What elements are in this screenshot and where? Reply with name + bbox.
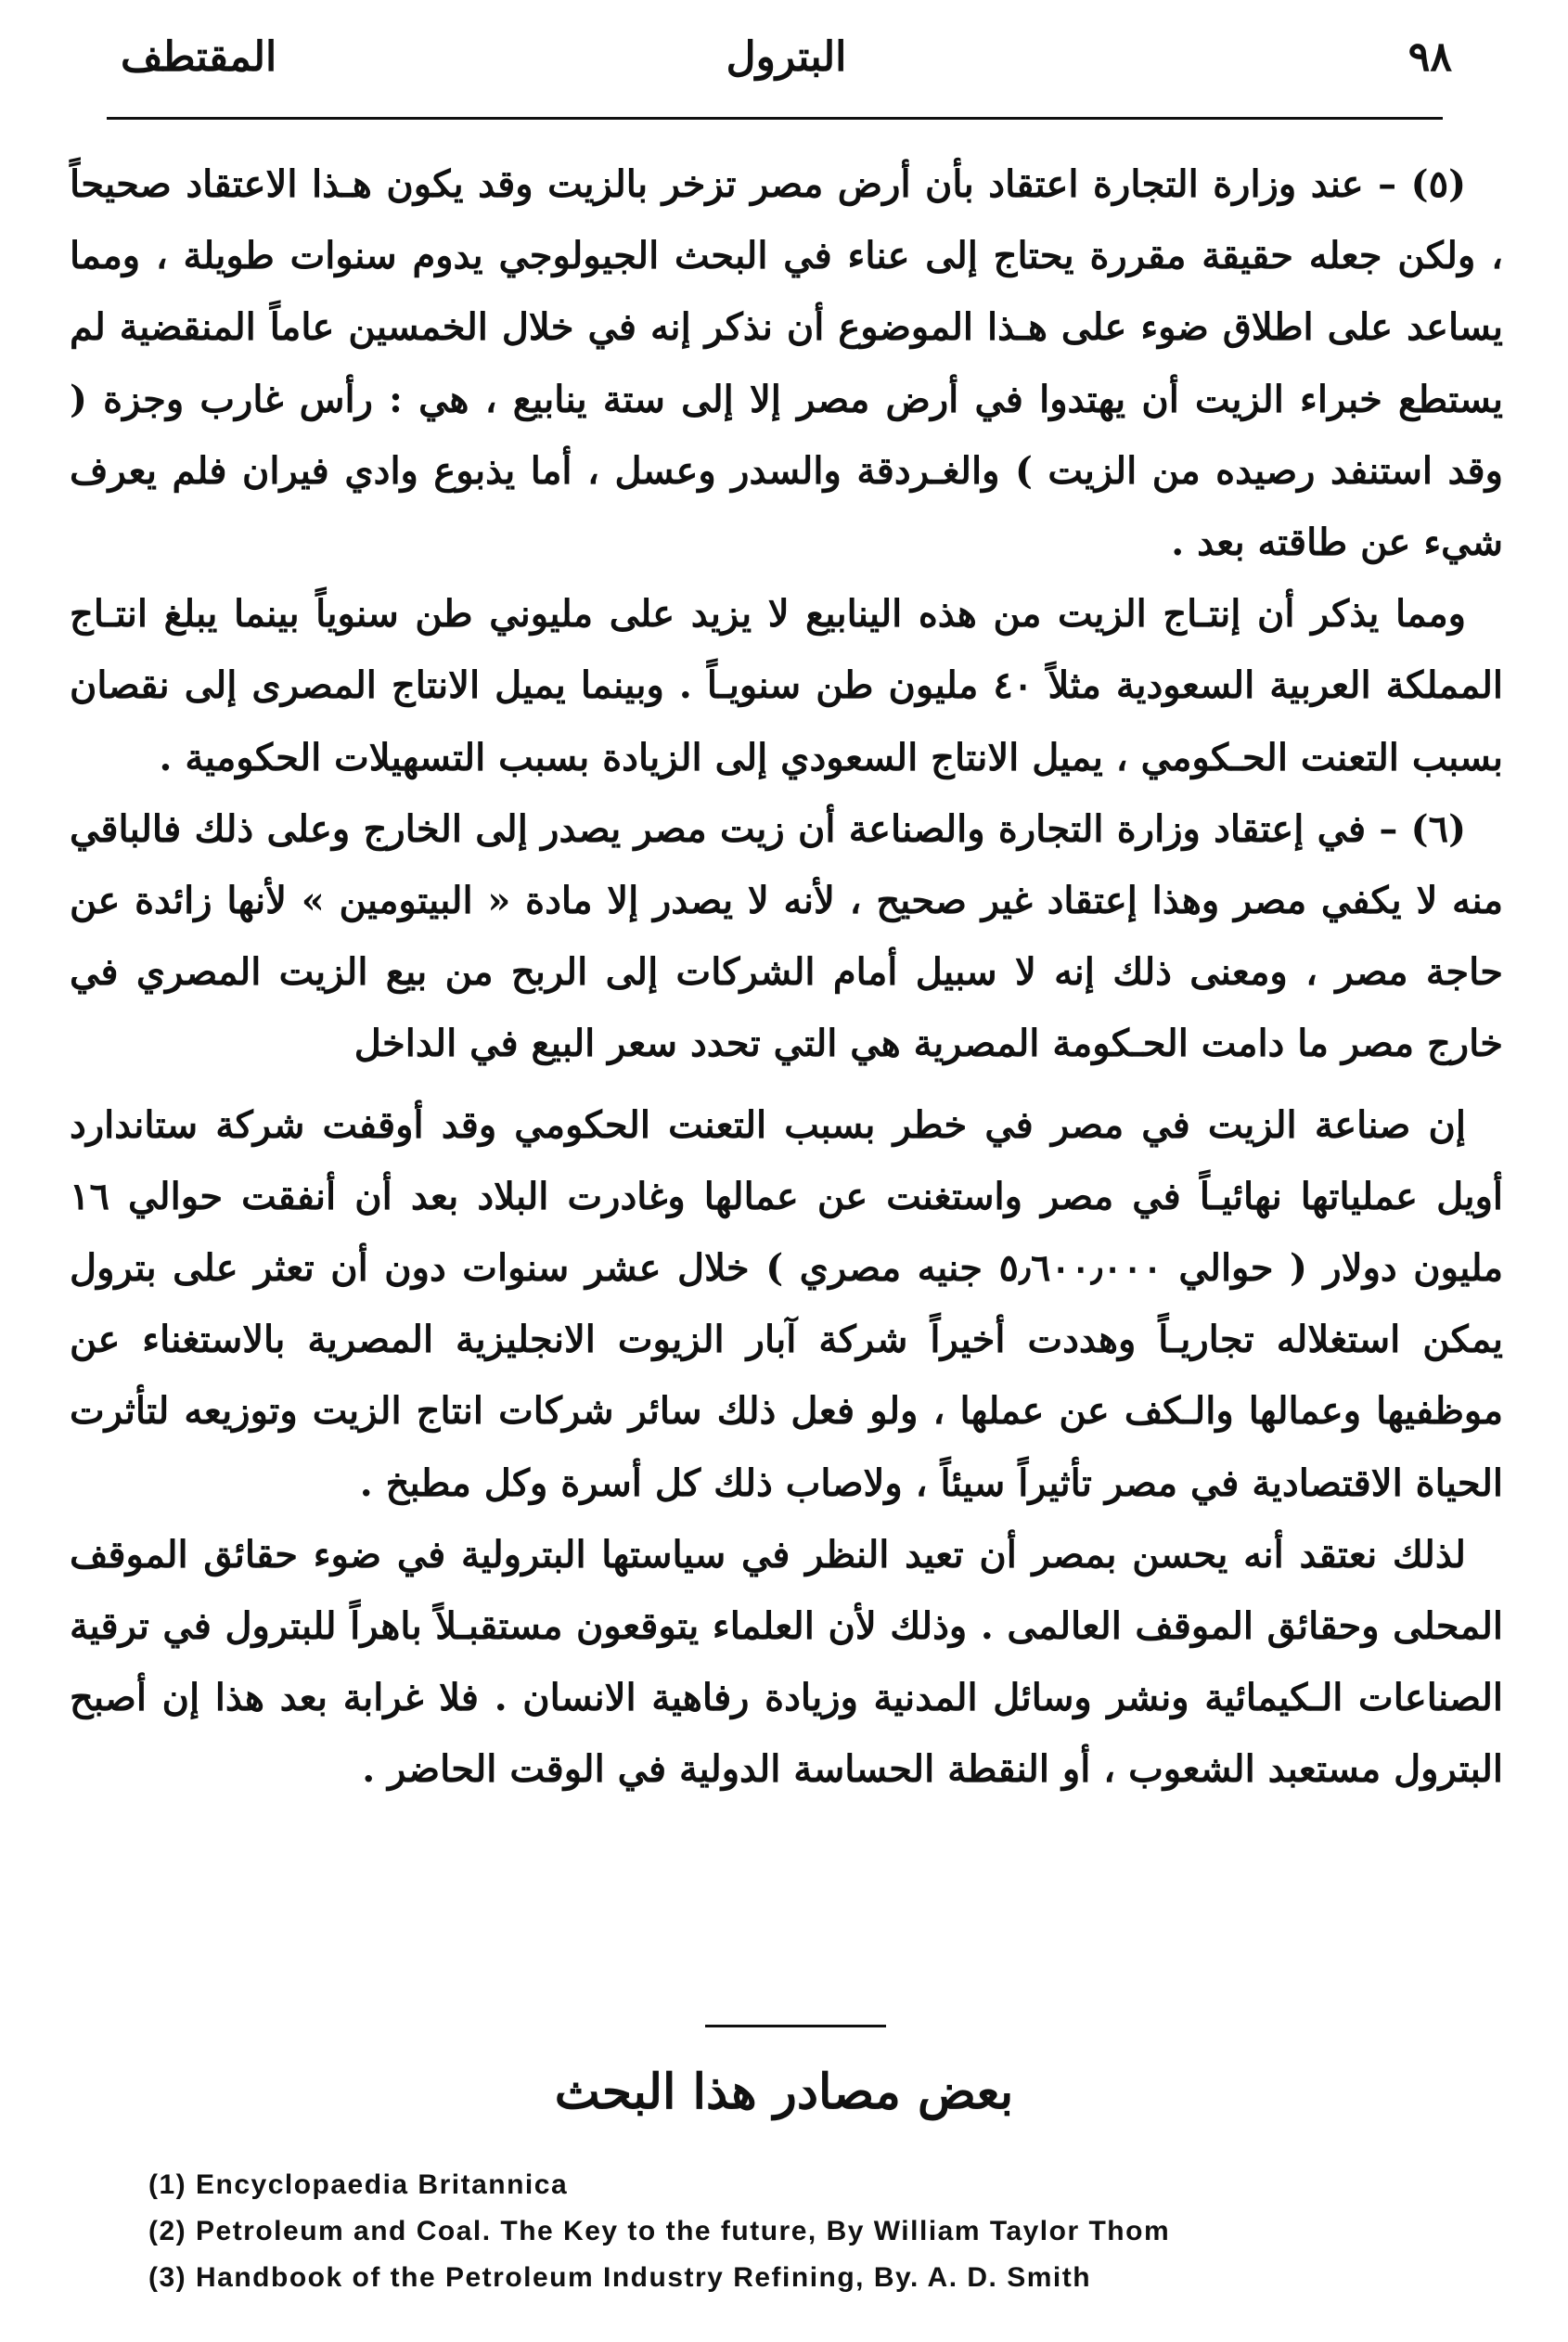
header-divider <box>107 117 1443 120</box>
reference-item: (2) Petroleum and Coal. The Key to the future, By William Taylor Thom <box>148 2216 1171 2246</box>
paragraph-point-5: (٥) – عند وزارة التجارة اعتقاد بأن أرض مصر تزخر بالزيت وقد يكون هـذا الاعتقاد صحيحاً ، ولكن جعله حقيقة مقررة يحتاج إلى عناء في البحث الجيولوجي يدوم سنوات طويلة ، ومما يساعد على اطلاق ضوء على هـذا الموضوع أن نذكر إنه في خلال الخمسين عاماً المنقضية لم يستطع خبراء الزيت أن يهتدوا في أرض مصر إلا إلى ستة ينابيع ، هي : رأس غارب وجزة ( وقد استنفد رصيده من الزيت ) والغـردقة والسدر وعسل ، أما يذبوع وادي فيران فلم يعرف شيء عن طاقته بعد . <box>70 162 1503 565</box>
sources-divider <box>705 2025 886 2027</box>
paragraph-point-6: (٦) – في إعتقاد وزارة التجارة والصناعة أن زيت مصر يصدر إلى الخارج وعلى ذلك فالباقي منه لا يكفي مصر وهذا إعتقاد غير صحيح ، لأنه لا يصدر إلا مادة « البيتومين » لأنها زائدة عن حاجة مصر ، ومعنى ذلك إنه لا سبيل أمام الشركات إلى الربح من بيع الزيت المصري في خارج مصر ما دامت الحـكومة المصرية هي التي تحدد سعر البيع في الداخل <box>70 806 1503 1066</box>
paragraph-production: ومما يذكر أن إنتـاج الزيت من هذه الينابيع لا يزيد على مليوني طن سنوياً بينما يبلغ انتـاج المملكة العربية السعودية مثلاً ٤٠ مليون طن سنويـاً . وبينما يميل الانتاج المصرى إلى نقصان بسبب التعنت الحـكومي ، يميل الانتاج السعودي إلى الزيادة بسبب التسهيلات الحكومية . <box>70 592 1504 779</box>
reference-list <box>148 2162 1494 2301</box>
page-header <box>121 20 1452 95</box>
article-body <box>70 148 1503 1806</box>
paragraph-conclusion: لذلك نعتقد أنه يحسن بمصر أن تعيد النظر في سياستها البترولية في ضوء حقائق الموقف المحلى وحقائق الموقف العالمى . وذلك لأن العلماء يتوقعون مستقبـلاً باهراً للبترول في ترقية الصناعات الـكيمائية ونشر وسائل المدنية وزيادة رفاهية الانسان . فلا غرابة بعد هذا إن أصبح البترول مستعبد الشعوب ، أو النقطة الحساسة الدولية في الوقت الحاضر . <box>70 1532 1503 1792</box>
reference-item: (1) Encyclopaedia Britannica <box>148 2169 569 2200</box>
page-number: ٩٨ <box>1407 33 1452 81</box>
sources-heading: بعض مصادر هذا البحث <box>554 2064 1014 2120</box>
paragraph-industry-danger: إن صناعة الزيت في مصر في خطر بسبب التعنت الحكومي وقد أوقفت شركة ستاندارد أويل عملياتها نهائيـاً في مصر واستغنت عن عمالها وغادرت البلاد بعد أن أنفقت حوالي ١٦ مليون دولار ( حوالي ٥٫٦٠٠٫٠٠٠ جنيه مصري ) خلال عشر سنوات دون أن تعثر على بترول يمكن استغلاله تجاريـاً وهددت أخيراً شركة آبار الزيوت الانجليزية المصرية بالاستغناء عن موظفيها وعمالها والـكف عن عملها ، ولو فعل ذلك سائر شركات انتاج الزيت وتوزيعه لتأثرت الحياة الاقتصادية في مصر تأثيراً سيئاً ، ولاصاب ذلك كل أسرة وكل مطبخ . <box>70 1102 1503 1505</box>
journal-name: المقتطف <box>121 33 277 81</box>
running-title: البترول <box>726 33 847 81</box>
reference-item: (3) Handbook of the Petroleum Industry Refining, By. A. D. Smith <box>148 2262 1092 2293</box>
